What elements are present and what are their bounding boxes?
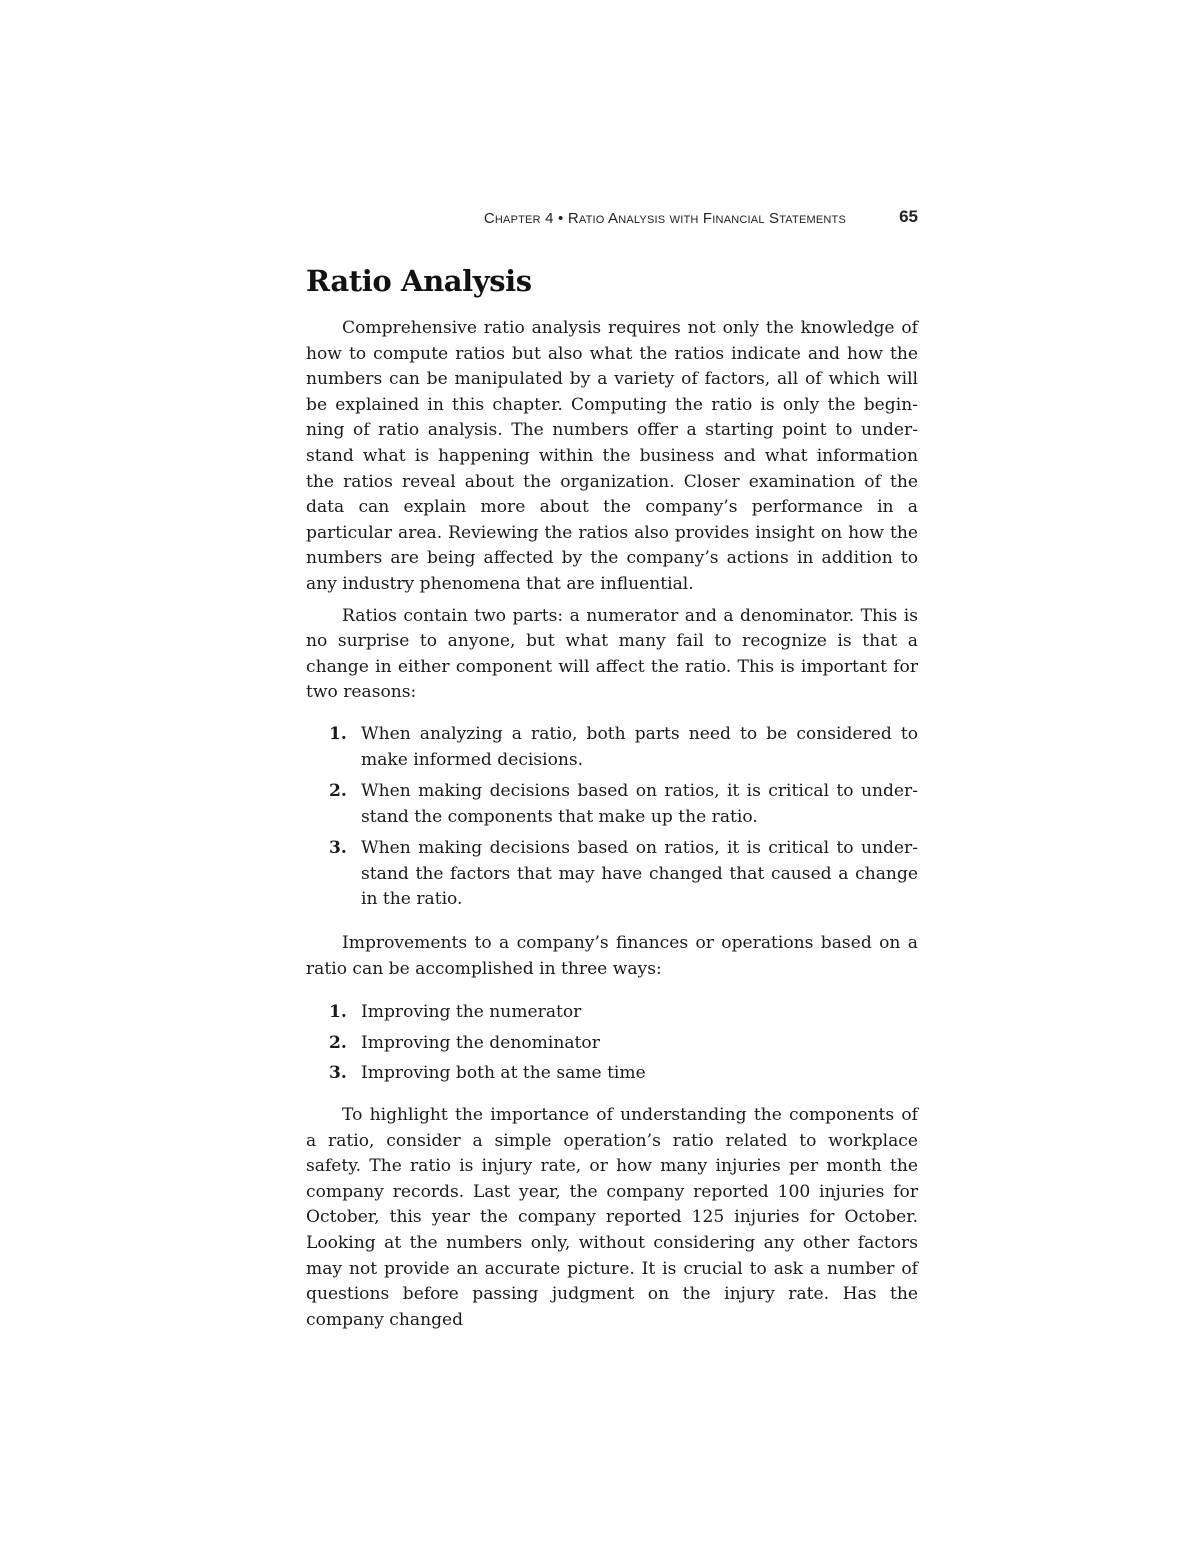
- list-item-text: Improving both at the same time: [361, 1063, 646, 1084]
- running-head: [306, 207, 918, 231]
- list-item-number: 3.: [329, 1063, 347, 1084]
- page-number: 65: [899, 207, 918, 226]
- list-item-text: When analyzing a ratio, both parts need to be considered to make informed decisions.: [361, 723, 918, 770]
- paragraph-injury-example: To highlight the importance of understanding the components of a ratio, consider a simple operation’s ratio related to workplace safety. The ratio is injury rate, or how many injuries per month the company records. Last year, the company reported 100 injuries for October, this year the company reported 125 injuries for October. Looking at the numbers only, without considering any other factors may not provide an accurate picture. It is crucial to ask a number of questions before passing judgment on the injury rate. Has the company changed: [306, 1105, 918, 1330]
- list-item: [306, 836, 918, 913]
- running-head-chapter: Chapter 4 • Ratio Analysis with Financial Statements: [483, 210, 846, 227]
- list-item: [306, 722, 918, 773]
- list-item: [306, 1061, 918, 1087]
- list-item-number: 2.: [329, 1032, 347, 1053]
- list-item-number: 1.: [329, 723, 347, 744]
- list-item-text: When making decisions based on ratios, it is critical to understand the components that make up the ratio.: [361, 781, 918, 827]
- list-item-text: When making decisions based on ratios, it is critical to understand the factors that may have changed that caused a change in the ratio.: [361, 838, 918, 910]
- paragraph-ratio-parts: Ratios contain two parts: a numerator and a denominator. This is no surprise to anyone, but what many fail to recognize is that a change in either component will affect the ratio. This is important for two reasons:: [306, 605, 918, 703]
- reasons-list: [306, 722, 918, 913]
- list-item-number: 1.: [329, 1002, 347, 1023]
- list-item-text: Improving the numerator: [361, 1002, 582, 1023]
- list-item-text: Improving the denominator: [361, 1032, 600, 1053]
- paragraph-improvements: Improvements to a company’s finances or operations based on a ratio can be accomplished in three ways:: [306, 933, 918, 979]
- section-title: Ratio Analysis: [306, 264, 532, 298]
- list-item: [306, 779, 918, 830]
- paragraph-intro: Comprehensive ratio analysis requires not only the knowledge of how to compute ratios but also what the ratios indicate and how the numbers can be manipulated by a variety of factors, all of which will be explained in this chapter. Computing the ratio is only the beginning of ratio analysis. The numbers offer a starting point to understand what is happening within the business and what information the ratios reveal about the organization. Closer examination of the data can explain more about the company’s performance in a particular area. Reviewing the ratios also provides insight on how the numbers are being affected by the company’s actions in addition to any industry phenomena that are influential.: [306, 318, 918, 594]
- ways-list: [306, 1000, 918, 1087]
- list-item: [306, 1031, 918, 1057]
- list-item-number: 2.: [329, 781, 347, 802]
- list-item: [306, 1000, 918, 1026]
- list-item-number: 3.: [329, 838, 347, 859]
- body-text: [306, 316, 918, 1333]
